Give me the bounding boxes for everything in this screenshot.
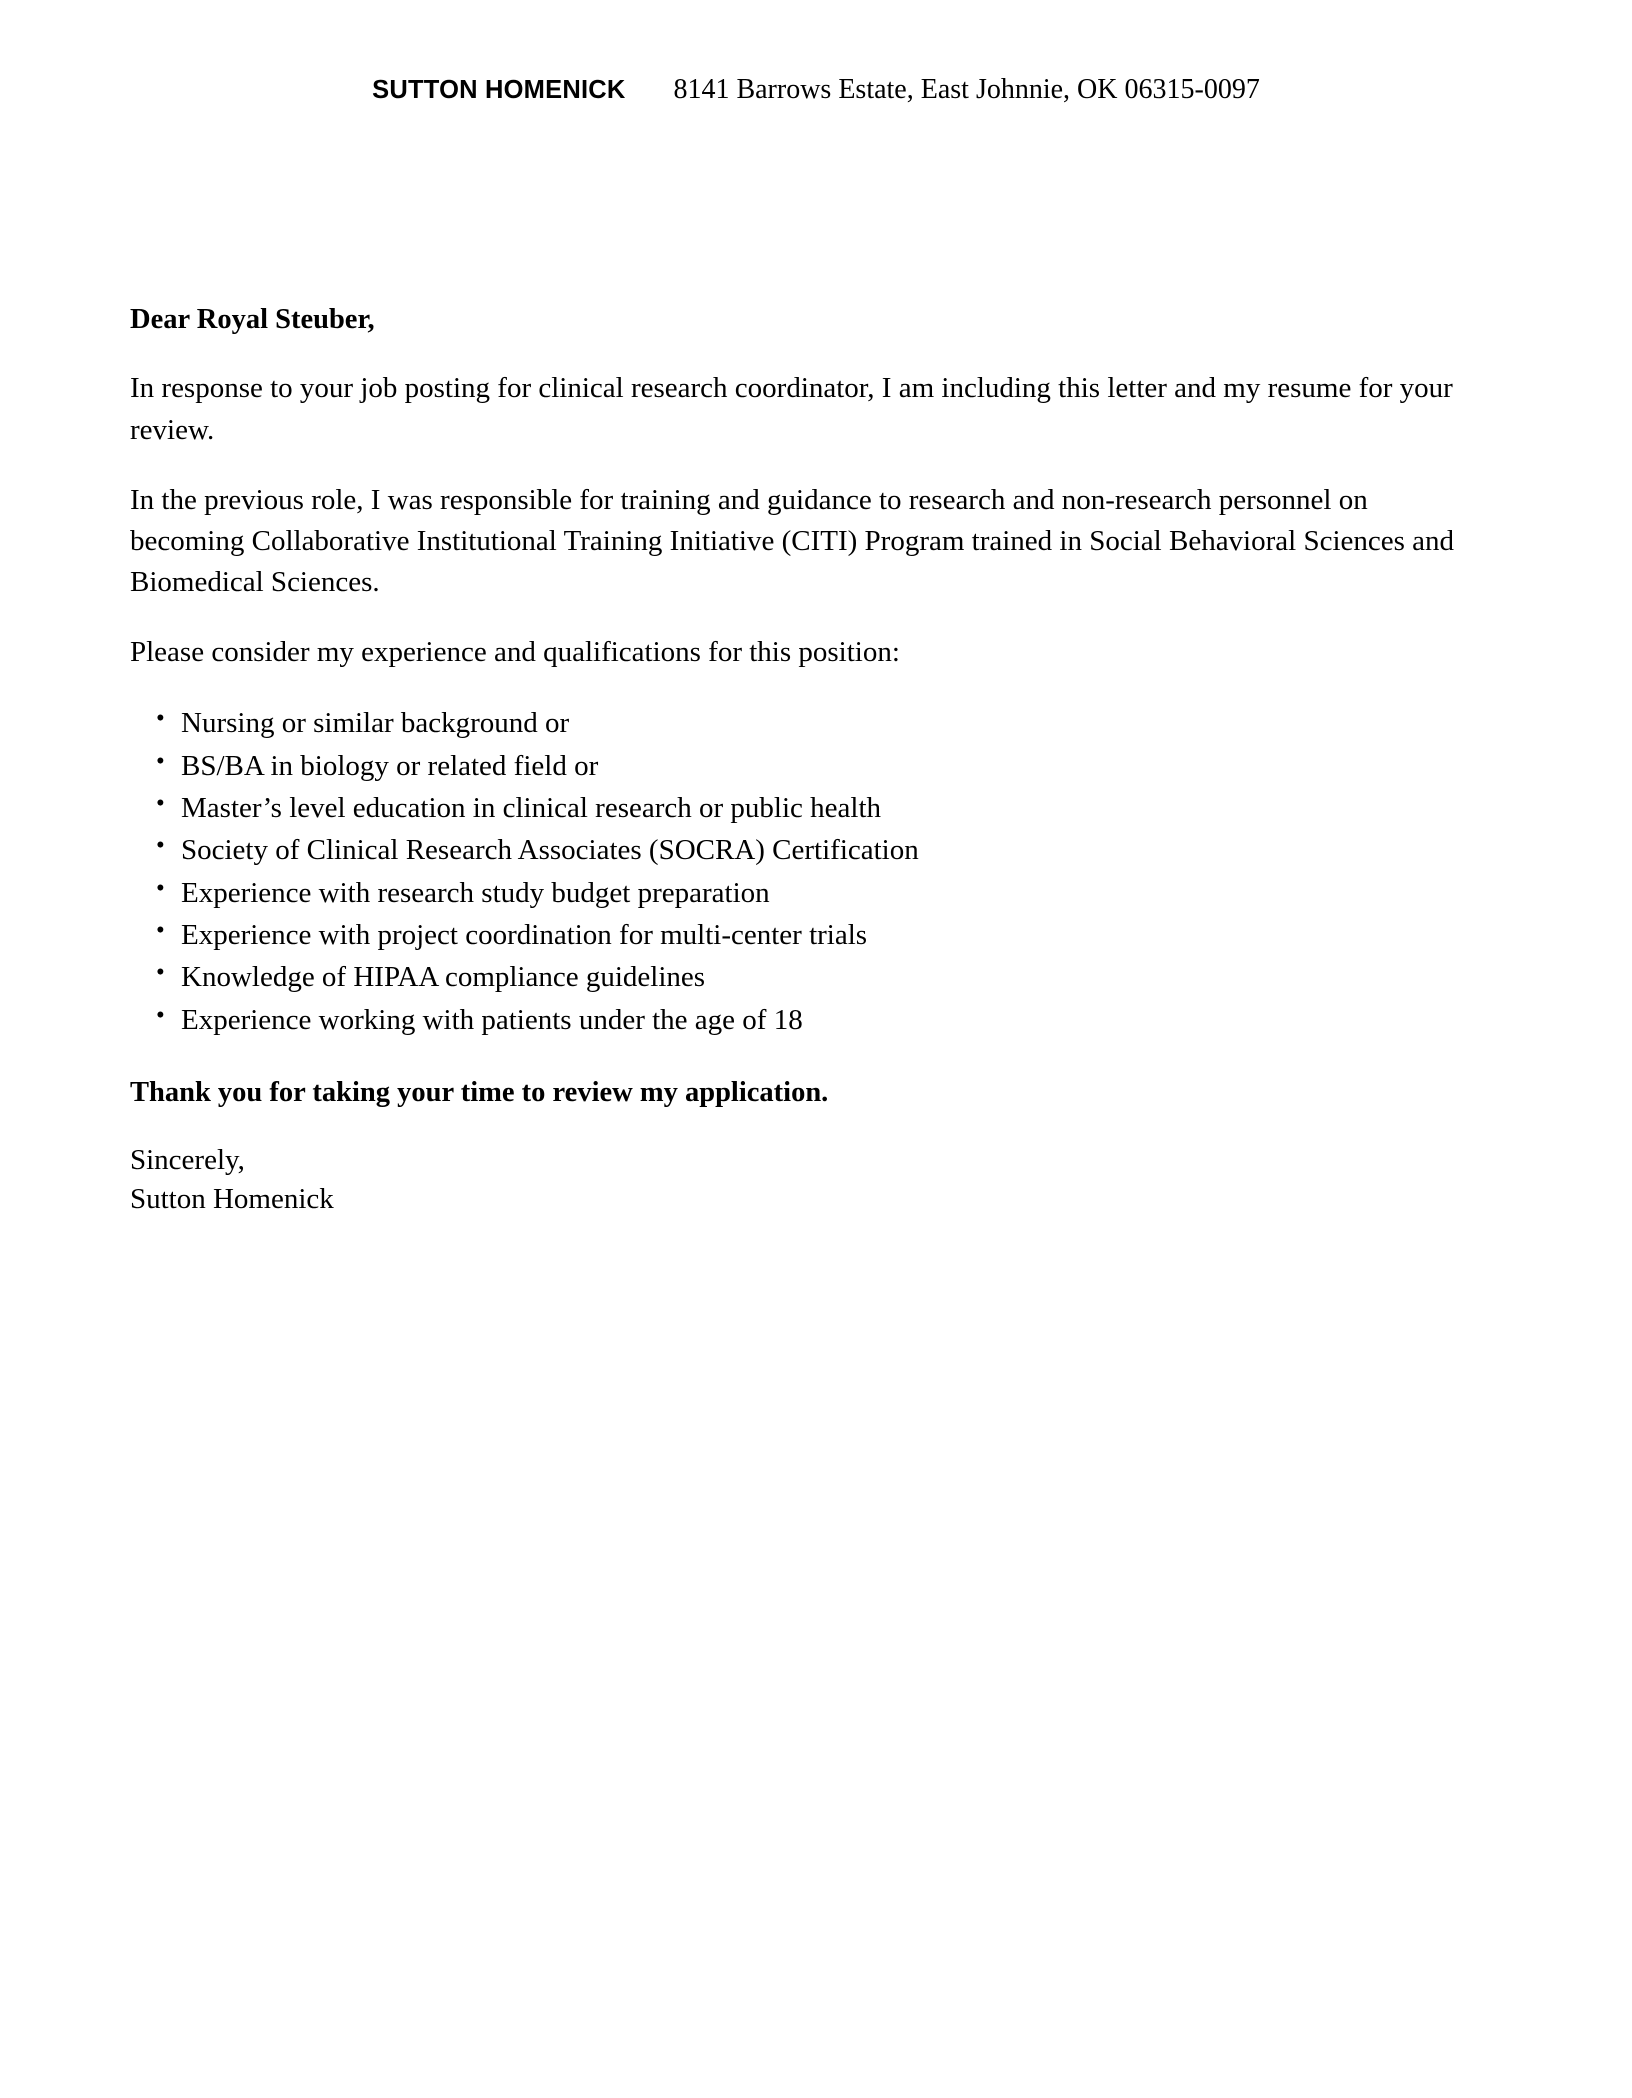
qualifications-list: [130, 702, 1482, 1041]
list-item: • Experience with research study budget preparation: [130, 872, 1482, 914]
list-item: • Experience with project coordination for multi-center trials: [130, 914, 1482, 956]
list-item: • Nursing or similar background or: [130, 702, 1482, 744]
body-paragraph-experience: In the previous role, I was responsible for training and guidance to research and non-research personnel on becoming Collaborative Institutional Training Initiative (CITI) Program trained in Social Behavioral Sciences and Biomedical Sciences.: [130, 483, 1455, 599]
list-item: • Society of Clinical Research Associates (SOCRA) Certification: [130, 829, 1482, 871]
signer-name: Sutton Homenick: [130, 1182, 334, 1215]
letterhead: [0, 74, 1632, 106]
salutation: Dear Royal Steuber,: [130, 304, 375, 335]
list-item: • Knowledge of HIPAA compliance guidelines: [130, 956, 1482, 998]
sign-off: Sincerely,: [130, 1143, 245, 1176]
list-item: • Experience working with patients under the age of 18: [130, 999, 1482, 1041]
list-item: • Master’s level education in clinical research or public health: [130, 787, 1482, 829]
body-paragraph-qualifications-lead-in: Please consider my experience and qualifications for this position:: [130, 636, 900, 669]
closing-statement: Thank you for taking your time to review my application.: [130, 1076, 829, 1108]
letter-body: [130, 300, 1482, 1219]
body-paragraph-intro: In response to your job posting for clinical research coordinator, I am including this letter and my resume for your review.: [130, 372, 1453, 446]
list-item: • BS/BA in biology or related field or: [130, 745, 1482, 787]
letterhead-sender-name: SUTTON HOMENICK: [372, 76, 626, 104]
letterhead-sender-address: 8141 Barrows Estate, East Johnnie, OK 06315-0097: [673, 74, 1260, 105]
signature-block: [130, 1141, 1482, 1219]
